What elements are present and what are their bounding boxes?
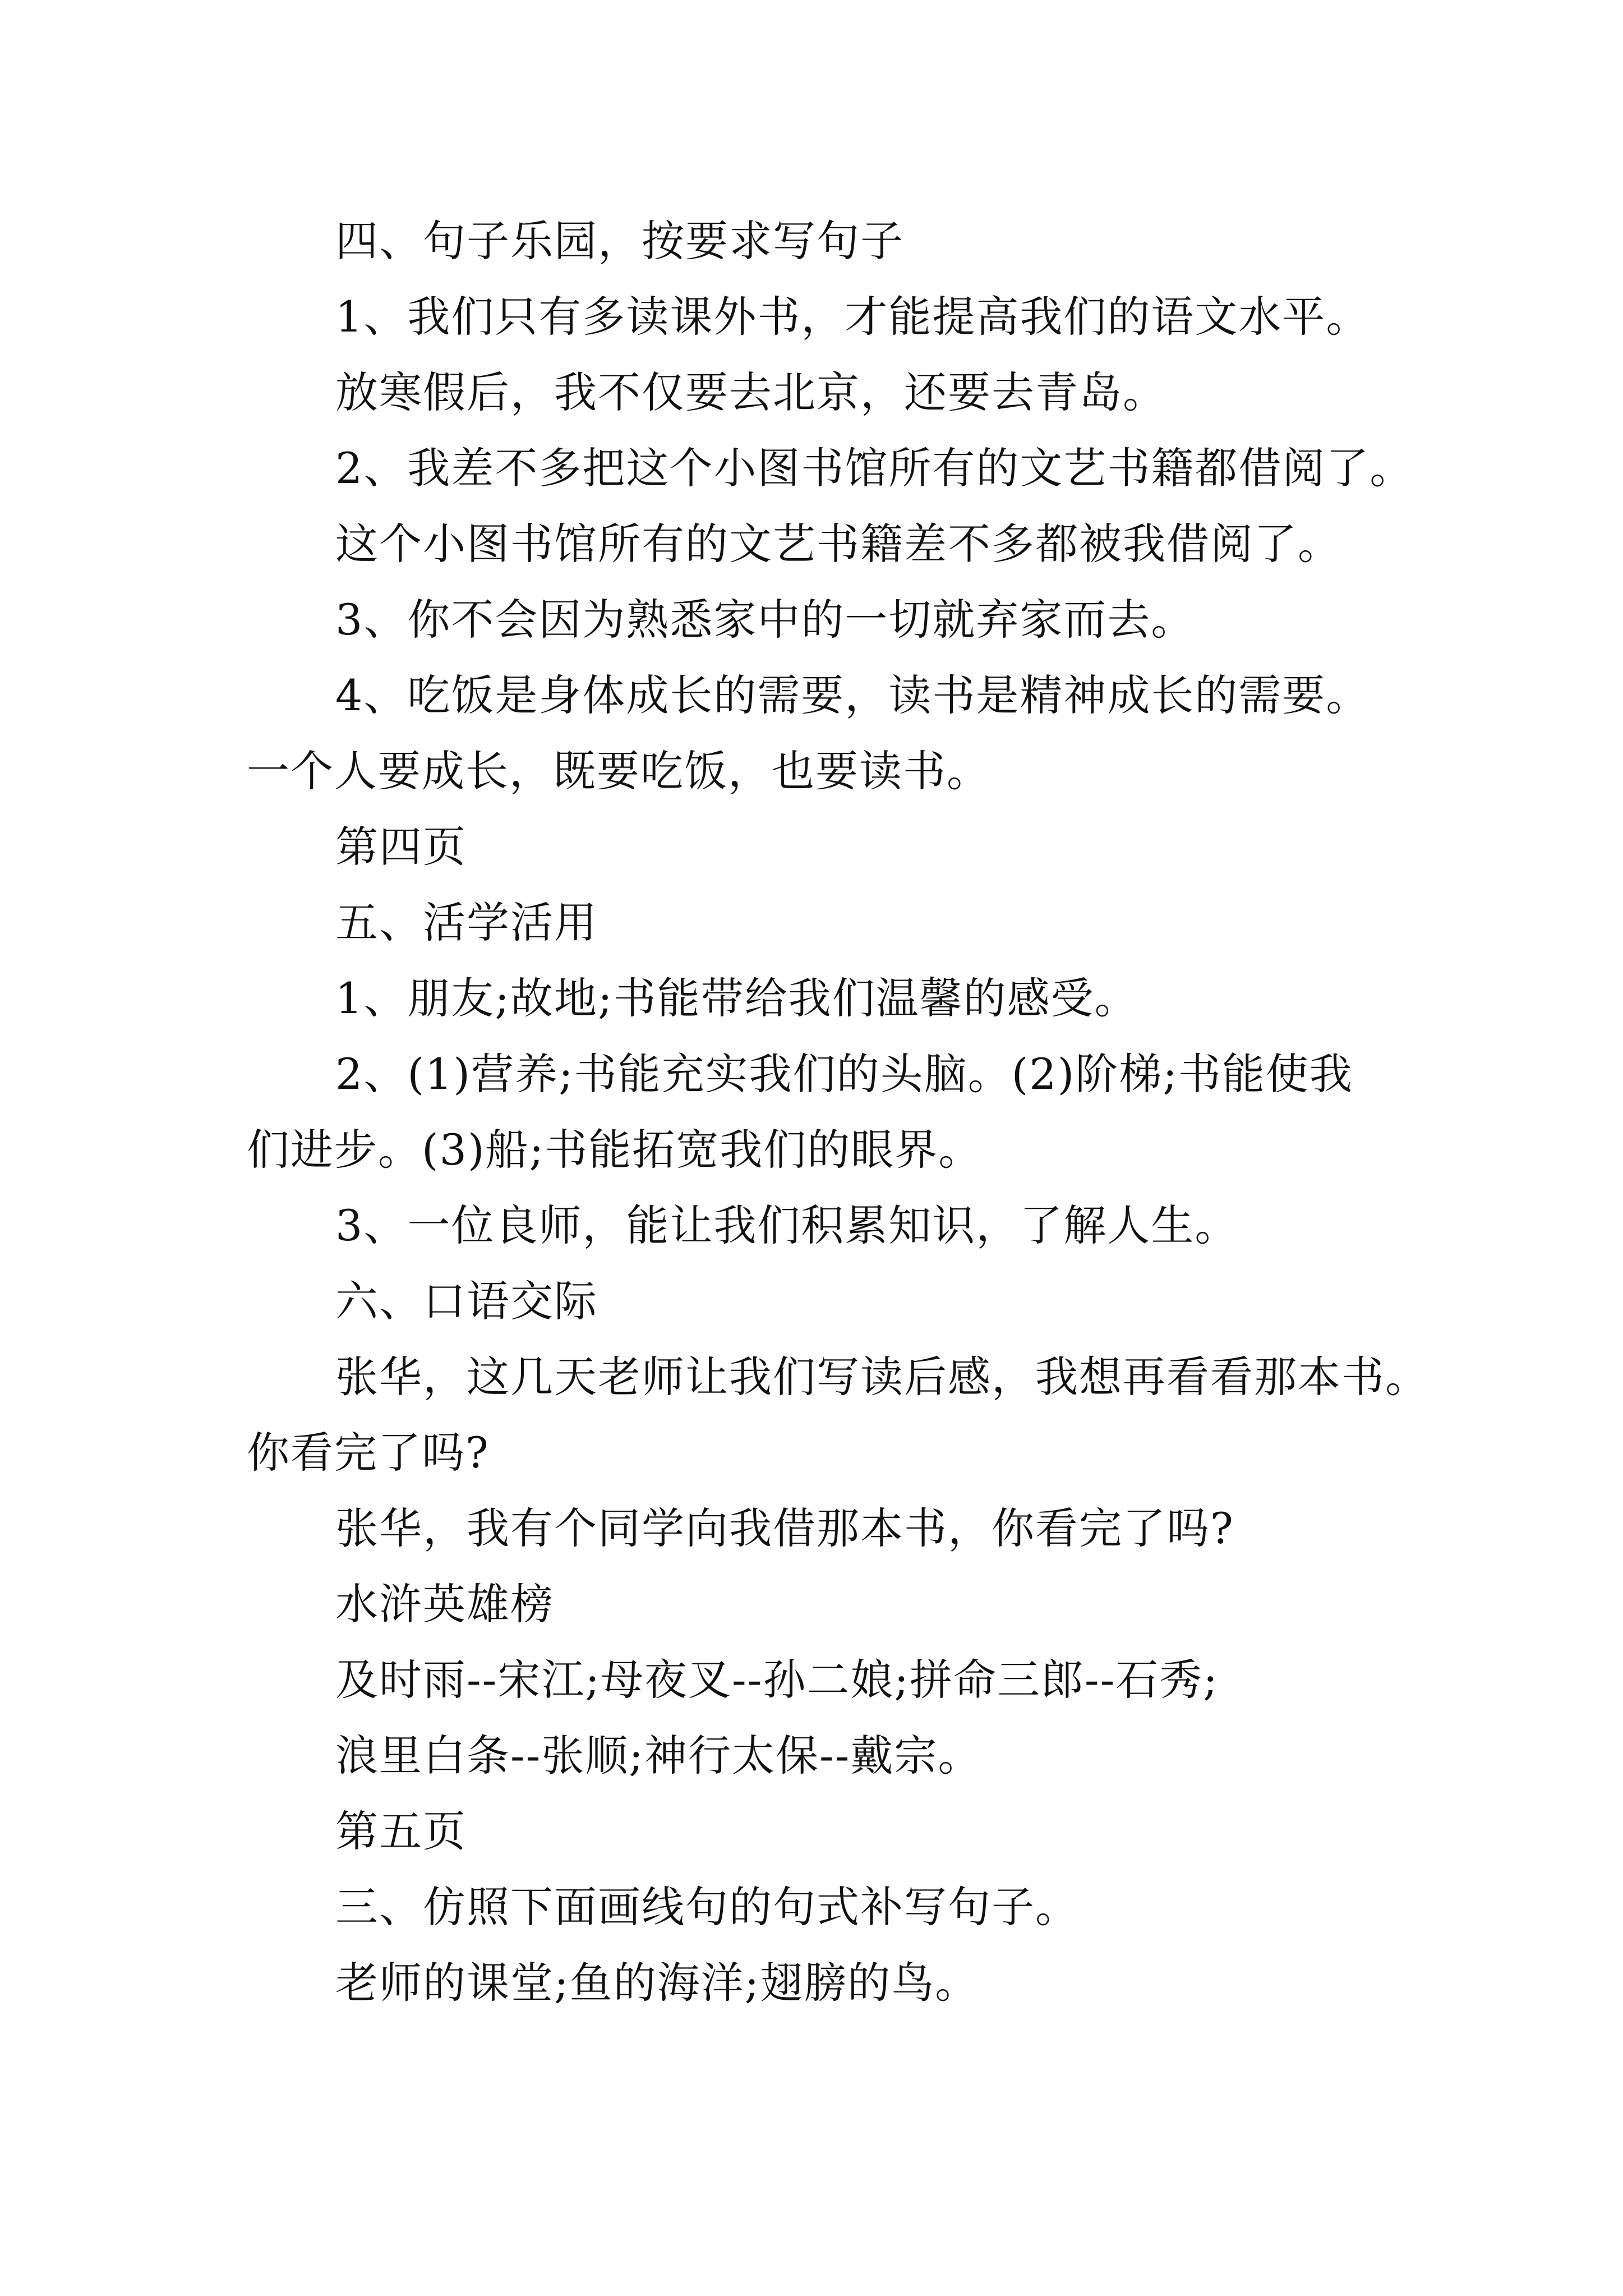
answer-line: 浪里白条--张顺;神行太保--戴宗。 [335,1731,982,1780]
answer-line: 4、吃饭是身体成长的需要，读书是精神成长的需要。 [335,670,1370,720]
answer-line: 老师的课堂;鱼的海洋;翅膀的鸟。 [335,1958,979,2008]
answer-line: 张华，我有个同学向我借那本书，你看完了吗? [335,1503,1234,1553]
answer-line: 3、你不会因为熟悉家中的一切就弃家而去。 [335,595,1195,645]
answer-line: 3、一位良师，能让我们积累知识，了解人生。 [335,1200,1239,1250]
section-heading-3: 三、仿照下面画线句的句式补写句子。 [335,1882,1079,1932]
section-heading-5: 五、活学活用 [335,898,598,947]
answer-line: 放寒假后，我不仅要去北京，还要去青岛。 [335,367,1166,417]
answer-line: 这个小图书馆所有的文艺书籍差不多都被我借阅了。 [335,519,1341,569]
answer-line: 1、朋友;故地;书能带给我们温馨的感受。 [335,973,1138,1023]
answer-line: 2、我差不多把这个小图书馆所有的文艺书籍都借阅了。 [335,443,1414,493]
page-heading-5: 第五页 [335,1806,467,1856]
answer-line-continuation: 们进步。(3)船;书能拓宽我们的眼界。 [247,1125,983,1175]
page-heading-4: 第四页 [335,822,467,872]
answer-line: 2、(1)营养;书能充实我们的头脑。(2)阶梯;书能使我 [335,1049,1353,1099]
subheading: 水浒英雄榜 [335,1579,554,1629]
answer-line: 1、我们只有多读课外书，才能提高我们的语文水平。 [335,292,1370,342]
answer-line: 张华，这几天老师让我们写读后感，我想再看看那本书。 [335,1352,1429,1402]
answer-line: 及时雨--宋江;母夜叉--孙二娘;拼命三郎--石秀; [335,1655,1219,1705]
answer-line-continuation: 你看完了吗? [247,1428,490,1478]
section-heading-6: 六、口语交际 [335,1276,598,1326]
section-heading-4: 四、句子乐园，按要求写句子 [335,216,904,266]
answer-line-continuation: 一个人要成长，既要吃饭，也要读书。 [247,746,990,796]
